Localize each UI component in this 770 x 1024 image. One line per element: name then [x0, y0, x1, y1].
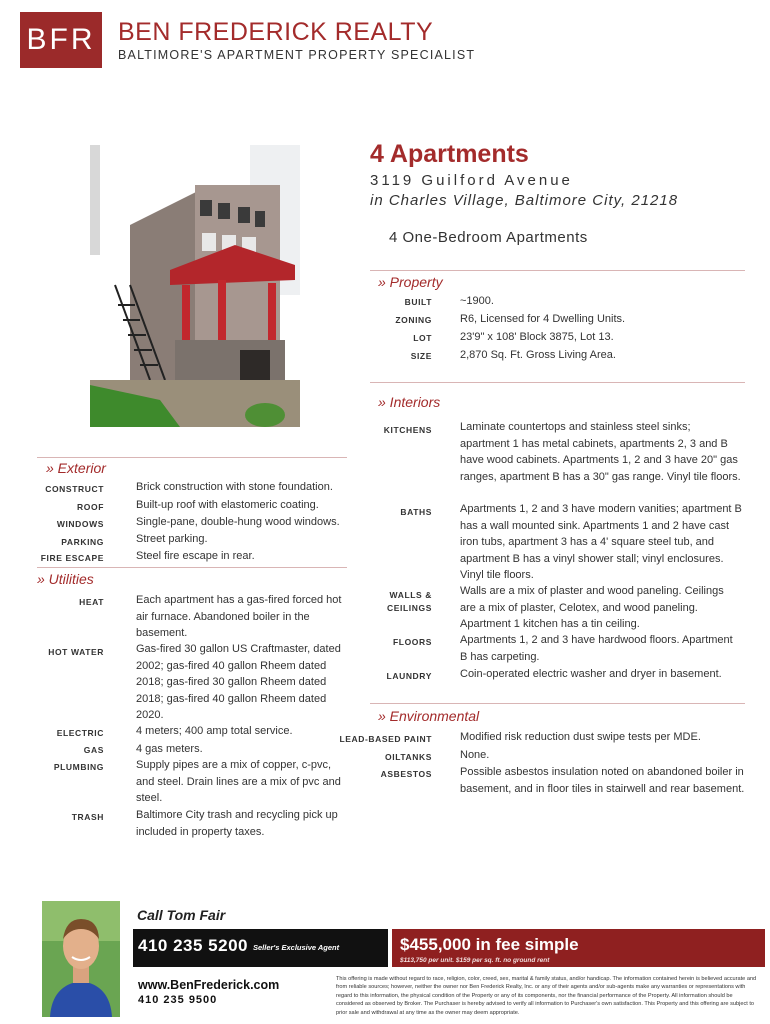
- listing-unit-summary: 4 One-Bedroom Apartments: [389, 229, 588, 246]
- environmental-value: Possible asbestos insulation noted on abandoned boiler in basement, and in floor tiles in stairwell and rear basement.: [460, 766, 745, 795]
- agent-phone-bar: [133, 929, 388, 967]
- exterior-divider: [37, 457, 347, 458]
- exterior-value: Built-up roof with elastomeric coating.: [136, 499, 319, 511]
- exterior-value: Single-pane, double-hung wood windows.: [136, 516, 340, 528]
- interiors-label: KITCHENS: [383, 425, 432, 435]
- interiors-heading: » Interiors: [378, 394, 441, 410]
- exterior-heading: » Exterior: [46, 460, 106, 476]
- price-details: $113,750 per unit. $159 per sq. ft. no ground rent: [400, 957, 550, 964]
- price-bar: [392, 929, 765, 967]
- environmental-value: Modified risk reduction dust swipe tests per MDE.: [460, 731, 701, 743]
- property-value: R6, Licensed for 4 Dwelling Units.: [460, 313, 626, 325]
- utilities-value: Gas-fired 30 gallon US Craftmaster, dated 2002; gas-fired 40 gallon Rheem dated 2018; gas-fired 30 gallon Rheem dated 2018; gas-fired 40 gallon Rheem dated 2020.: [136, 643, 341, 721]
- call-agent-text: Call Tom Fair: [137, 907, 226, 923]
- agent-photo: [42, 901, 120, 1017]
- property-label: SIZE: [410, 351, 432, 361]
- asking-price: $455,000 in fee simple: [400, 935, 579, 954]
- environmental-divider: [370, 703, 745, 704]
- property-value: ~1900.: [460, 295, 494, 307]
- listing-neighborhood: in Charles Village, Baltimore City, 21218: [370, 192, 679, 209]
- environmental-label: LEAD-BASED PAINT: [339, 734, 432, 744]
- utilities-value: 4 meters; 400 amp total service.: [136, 725, 293, 737]
- company-website-link[interactable]: www.BenFrederick.com: [138, 978, 280, 992]
- exterior-label: FIRE ESCAPE: [40, 553, 104, 563]
- utilities-value: 4 gas meters.: [136, 743, 203, 755]
- exterior-label: WINDOWS: [56, 519, 104, 529]
- utilities-label: ELECTRIC: [56, 728, 104, 738]
- listing-street-address: 3119 Guilford Avenue: [370, 172, 573, 189]
- property-value: 2,870 Sq. Ft. Gross Living Area.: [460, 349, 616, 361]
- utilities-label: HEAT: [79, 597, 104, 607]
- utilities-value: Each apartment has a gas-fired forced hot air furnace. Abandoned boiler in the basement.: [136, 594, 342, 639]
- exterior-label: PARKING: [61, 537, 104, 547]
- exterior-value: Street parking.: [136, 533, 208, 545]
- utilities-divider: [37, 567, 347, 568]
- interiors-label: WALLS & CEILINGS: [387, 590, 432, 613]
- property-divider: [370, 270, 745, 271]
- interiors-value: Coin-operated electric washer and dryer in basement.: [460, 668, 722, 680]
- property-label: ZONING: [395, 315, 432, 325]
- environmental-value: None.: [460, 749, 490, 761]
- interiors-label: BATHS: [400, 507, 432, 517]
- utilities-heading: » Utilities: [37, 571, 94, 587]
- interiors-value: Apartments 1, 2 and 3 have hardwood floors. Apartment B has carpeting.: [460, 634, 733, 663]
- building-photo: [90, 145, 300, 427]
- interiors-label: LAUNDRY: [386, 671, 432, 681]
- exterior-label: ROOF: [77, 502, 104, 512]
- environmental-label: ASBESTOS: [380, 769, 432, 779]
- listing-title: 4 Apartments: [370, 140, 529, 168]
- property-label: BUILT: [404, 297, 432, 307]
- exterior-value: Brick construction with stone foundation.: [136, 481, 333, 493]
- utilities-label: TRASH: [71, 812, 104, 822]
- utilities-value: Supply pipes are a mix of copper, c-pvc, and steel. Drain lines are a mix of pvc and steel.: [136, 759, 341, 804]
- utilities-label: HOT WATER: [48, 647, 104, 657]
- environmental-heading: » Environmental: [378, 708, 480, 724]
- exterior-label: CONSTRUCT: [45, 484, 104, 494]
- legal-disclaimer: This offering is made without regard to race, religion, color, creed, sex, marital & family status, and/or handicap. The information contained herein is believed accurate and from reliable sources; however, neither the owner nor Ben Frederick Realty, Inc. or any of their agents and/or sub-agents make any warranties or representations with regard to this information, the physical condition of the Property or any of its components, nor the financial performance of the Property. All information should be considered as observed by Broker. The Purchaser is hereby advised to verify all information to Purchaser's own satisfaction. This Property and this offering are subject to prior sale and withdrawal at any time as the owner may deem appropriate.: [336, 976, 757, 1016]
- interiors-divider: [370, 382, 745, 383]
- office-phone[interactable]: 410 235 9500: [138, 994, 218, 1006]
- interiors-value: Apartments 1, 2 and 3 have modern vanities; apartment B has a wall mounted sink. Apartments 1 and 2 have cast iron tubs, apartment 3 has a 4' square steel tub, and apartment B has a vinyl shower stall; vinyl enclosures. Vinyl tile floors.: [460, 503, 742, 581]
- interiors-label: FLOORS: [392, 637, 432, 647]
- agent-role: Seller's Exclusive Agent: [253, 943, 340, 952]
- company-logo: BFR: [20, 12, 102, 68]
- property-heading: » Property: [378, 274, 443, 290]
- company-name: BEN FREDERICK REALTY: [118, 18, 434, 46]
- utilities-value: Baltimore City trash and recycling pick up included in property taxes.: [136, 809, 338, 838]
- exterior-value: Steel fire escape in rear.: [136, 550, 255, 562]
- interiors-value: Laminate countertops and stainless steel sinks; apartment 1 has metal cabinets, apartments 2, 3 and B have wood cabinets. Apartments 1, 2 and 3 have 20" gas ranges, apartment B has a 30" gas range. Vinyl tile floors.: [460, 421, 741, 483]
- property-value: 23'9" x 108' Block 3875, Lot 13.: [460, 331, 614, 343]
- interiors-value: Walls are a mix of plaster and wood paneling. Ceilings are a mix of plaster, Celotex, and wood paneling. Apartment 1 kitchen has a tin ceiling.: [460, 585, 724, 630]
- property-label: LOT: [413, 333, 432, 343]
- environmental-label: OILTANKS: [385, 752, 432, 762]
- utilities-label: GAS: [83, 745, 104, 755]
- utilities-label: PLUMBING: [53, 762, 104, 772]
- agent-phone[interactable]: 410 235 5200: [138, 936, 248, 955]
- company-tagline: BALTIMORE'S APARTMENT PROPERTY SPECIALIST: [118, 48, 476, 62]
